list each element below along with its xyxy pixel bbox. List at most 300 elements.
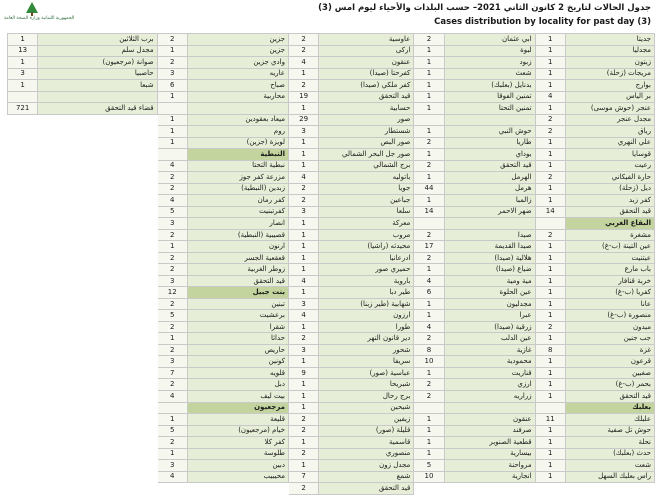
empty-cell	[8, 367, 38, 379]
case-count: 1	[535, 471, 565, 483]
empty-cell	[38, 195, 157, 207]
locality-name: انجارية	[444, 471, 535, 483]
case-count: 3	[157, 275, 187, 287]
locality-name: بدنايل (بعلبك)	[444, 80, 535, 92]
case-count: 1	[288, 103, 318, 115]
case-count: 1	[414, 414, 444, 426]
empty-cell	[8, 402, 38, 414]
locality-name: زيتون	[565, 57, 654, 69]
locality-name: صوانة (مرجعيون)	[38, 57, 157, 69]
case-count: 13	[8, 45, 38, 57]
locality-name: حدث (بعلبك)	[565, 448, 654, 460]
empty-cell	[38, 160, 157, 172]
table-row	[8, 367, 655, 379]
locality-name: بوداي	[444, 149, 535, 161]
case-count	[157, 103, 187, 115]
empty-cell	[535, 483, 565, 495]
locality-name: عنقون	[444, 414, 535, 426]
empty-cell	[8, 425, 38, 437]
locality-name	[444, 402, 535, 414]
case-count: 2	[157, 57, 187, 69]
locality-name: ارزون	[319, 310, 414, 322]
ministry-name: الجمهورية اللبنانية وزارة الصحة العامة	[4, 16, 75, 21]
empty-cell	[565, 483, 654, 495]
locality-name: عاوسية	[319, 34, 414, 46]
locality-name: مريجات (زحلة)	[565, 68, 654, 80]
case-count: 1	[535, 356, 565, 368]
case-count: 6	[414, 287, 444, 299]
locality-name	[444, 218, 535, 230]
case-count: 1	[157, 414, 187, 426]
case-count: 1	[535, 333, 565, 345]
district-header: البقاع الغربي	[565, 218, 654, 230]
case-count: 1	[535, 367, 565, 379]
locality-name: شيحين	[319, 402, 414, 414]
locality-name: محيدثه (راشيا)	[319, 241, 414, 253]
empty-cell	[38, 414, 157, 426]
locality-name: شعث	[444, 68, 535, 80]
case-count: 1	[288, 241, 318, 253]
empty-cell	[38, 379, 157, 391]
locality-name: محاربية	[187, 91, 288, 103]
locality-name: حارة الفيكاني	[565, 172, 654, 184]
empty-cell	[38, 149, 157, 161]
locality-name: طير دبا	[319, 287, 414, 299]
locality-name: مجدل زون	[319, 460, 414, 472]
case-count: 2	[414, 229, 444, 241]
locality-name: قضاء قيد التحقق	[38, 103, 157, 115]
case-count: 2	[288, 425, 318, 437]
case-count: 1	[535, 149, 565, 161]
locality-name: معركة	[319, 218, 414, 230]
locality-name: حسابية	[319, 103, 414, 115]
table-row	[8, 183, 655, 195]
empty-cell	[38, 172, 157, 184]
empty-cell	[38, 483, 157, 495]
empty-cell	[38, 460, 157, 472]
locality-name: محمودية	[444, 356, 535, 368]
locality-name: بوارج	[565, 80, 654, 92]
case-count: 3	[157, 218, 187, 230]
locality-name: شستطار	[319, 126, 414, 138]
report-title-arabic: جدول الحالات لتاريخ 2 كانون الثاني 2021– حسب البلدات والأحياء ليوم امس (3)	[318, 3, 651, 13]
table-row	[8, 45, 655, 57]
empty-cell	[444, 483, 535, 495]
empty-cell	[8, 448, 38, 460]
locality-name: علي النهري	[565, 137, 654, 149]
empty-cell	[8, 160, 38, 172]
case-count: 1	[414, 45, 444, 57]
empty-cell	[8, 344, 38, 356]
case-count: 1	[535, 137, 565, 149]
locality-name: كفر رمان	[187, 195, 288, 207]
empty-cell	[38, 275, 157, 287]
locality-name: حاصبيا	[38, 68, 157, 80]
case-count: 17	[414, 241, 444, 253]
locality-name: زرقية (صيدا)	[444, 321, 535, 333]
table-row	[8, 241, 655, 253]
case-count: 5	[414, 460, 444, 472]
locality-name: لويزة (جزين)	[187, 137, 288, 149]
locality-name: جويا	[319, 183, 414, 195]
case-count: 2	[288, 45, 318, 57]
empty-cell	[38, 425, 157, 437]
table-row	[8, 57, 655, 69]
case-count: 4	[288, 275, 318, 287]
case-count: 3	[157, 460, 187, 472]
table-row	[8, 252, 655, 264]
locality-name: صور البص	[319, 137, 414, 149]
case-count: 1	[414, 437, 444, 449]
empty-cell	[8, 471, 38, 483]
empty-cell	[38, 287, 157, 299]
case-count: 1	[414, 425, 444, 437]
locality-name: مرواحنة	[444, 460, 535, 472]
table-row	[8, 344, 655, 356]
case-count: 29	[288, 114, 318, 126]
locality-name: برعشيت	[187, 310, 288, 322]
locality-name: قيد التحقق	[565, 206, 654, 218]
empty-cell	[38, 114, 157, 126]
locality-name: مجدليون	[444, 298, 535, 310]
case-count: 2	[535, 229, 565, 241]
case-count: 2	[414, 390, 444, 402]
empty-cell	[8, 333, 38, 345]
case-count: 1	[157, 114, 187, 126]
case-count: 1	[535, 264, 565, 276]
case-count: 5	[157, 425, 187, 437]
case-count: 1	[8, 80, 38, 92]
locality-name: شهابية (طير زبنا)	[319, 298, 414, 310]
table-row	[8, 414, 655, 426]
ministry-logo	[4, 2, 75, 32]
locality-name: ميعاد بعقودين	[187, 114, 288, 126]
locality-name: مجدليا	[565, 45, 654, 57]
locality-name: كونين	[187, 356, 288, 368]
locality-name: قلويه	[187, 367, 288, 379]
case-count: 2	[288, 34, 318, 46]
empty-cell	[38, 448, 157, 460]
locality-name: نحلة	[565, 437, 654, 449]
case-count: 8	[535, 344, 565, 356]
case-count: 8	[414, 344, 444, 356]
case-count	[8, 91, 38, 103]
table-row	[8, 379, 655, 391]
locality-name: صغبين	[565, 367, 654, 379]
locality-name: سلعا	[319, 206, 414, 218]
locality-name: عين الدلب	[444, 333, 535, 345]
empty-cell	[38, 356, 157, 368]
empty-cell	[38, 183, 157, 195]
locality-name: زبود	[444, 57, 535, 69]
case-count: 10	[414, 471, 444, 483]
case-count: 1	[288, 437, 318, 449]
locality-name: عين التينة (ب-غ)	[565, 241, 654, 253]
case-count: 2	[288, 195, 318, 207]
locality-name: كفريا (ب-غ)	[565, 287, 654, 299]
locality-name: قليعة	[187, 414, 288, 426]
case-count: 12	[157, 287, 187, 299]
empty-cell	[38, 137, 157, 149]
case-count	[535, 402, 565, 414]
empty-cell	[38, 321, 157, 333]
locality-name: الهرمل	[444, 172, 535, 184]
locality-name: جزين	[187, 34, 288, 46]
case-count: 1	[535, 160, 565, 172]
table-row	[8, 448, 655, 460]
locality-name: باروية	[319, 275, 414, 287]
empty-cell	[38, 310, 157, 322]
locality-name: قناريت	[444, 367, 535, 379]
case-count: 1	[535, 379, 565, 391]
case-count: 1	[288, 379, 318, 391]
case-count: 1	[535, 80, 565, 92]
case-count: 1	[535, 252, 565, 264]
locality-name: شبعا	[38, 80, 157, 92]
case-count: 1	[535, 241, 565, 253]
empty-cell	[38, 390, 157, 402]
empty-cell	[38, 437, 157, 449]
district-header: بعلبك	[565, 402, 654, 414]
empty-cell	[38, 333, 157, 345]
case-count: 1	[414, 91, 444, 103]
case-count: 14	[414, 206, 444, 218]
case-count: 3	[288, 126, 318, 138]
case-count: 3	[288, 298, 318, 310]
locality-name	[38, 91, 157, 103]
empty-cell	[38, 344, 157, 356]
locality-name: راس بعلبك السهل	[565, 471, 654, 483]
locality-name: زوطر الغربية	[187, 264, 288, 276]
empty-cell	[8, 252, 38, 264]
locality-name: قيد التحقق	[187, 275, 288, 287]
case-count: 2	[157, 252, 187, 264]
empty-cell	[38, 206, 157, 218]
district-header: النبطية	[187, 149, 288, 161]
empty-cell	[8, 241, 38, 253]
locality-name: كفر كلا	[187, 437, 288, 449]
case-count: 1	[414, 149, 444, 161]
locality-name: بيسارية	[444, 448, 535, 460]
locality-name: باب مارع	[565, 264, 654, 276]
locality-name: طلوسة	[187, 448, 288, 460]
empty-cell	[8, 114, 38, 126]
case-count: 1	[414, 195, 444, 207]
locality-name: عبرا	[444, 310, 535, 322]
case-count: 1	[288, 149, 318, 161]
empty-cell	[8, 183, 38, 195]
locality-name: ديل (زحلة)	[565, 183, 654, 195]
table-row	[8, 80, 655, 92]
locality-name: كفر ملكي (صيدا)	[319, 80, 414, 92]
locality-name: صور جل البحر الشمالي	[319, 149, 414, 161]
case-count: 1	[157, 448, 187, 460]
case-count: 2	[157, 172, 187, 184]
empty-cell	[8, 390, 38, 402]
case-count: 2	[157, 437, 187, 449]
case-count: 1	[288, 229, 318, 241]
locality-name: صيدا	[444, 229, 535, 241]
locality-name: قطعية الصنوبر	[444, 437, 535, 449]
empty-cell	[38, 367, 157, 379]
table-row	[8, 34, 655, 46]
locality-name: تمنين التحتا	[444, 103, 535, 115]
locality-name: شمع	[319, 471, 414, 483]
locality-name: وادي جزين	[187, 57, 288, 69]
cedar-icon	[24, 2, 40, 16]
table-row	[8, 390, 655, 402]
case-count: 4	[288, 310, 318, 322]
locality-name: عاريه	[187, 68, 288, 80]
table-row	[8, 195, 655, 207]
case-count: 2	[414, 34, 444, 46]
district-header: مرجعيون	[187, 402, 288, 414]
case-count: 1	[157, 241, 187, 253]
case-count: 1	[414, 298, 444, 310]
table-row	[8, 437, 655, 449]
empty-cell	[8, 275, 38, 287]
locality-name: دبين	[187, 460, 288, 472]
empty-cell	[38, 471, 157, 483]
case-count: 4	[414, 321, 444, 333]
locality-name: عيتنيت	[565, 252, 654, 264]
locality-name: حوش النبي	[444, 126, 535, 138]
case-count: 1	[535, 195, 565, 207]
case-count: 2	[157, 229, 187, 241]
case-count: 6	[157, 80, 187, 92]
locality-name: طاريا	[444, 137, 535, 149]
locality-name: حداثا	[187, 333, 288, 345]
locality-name: زيفين	[319, 414, 414, 426]
empty-cell	[8, 287, 38, 299]
empty-cell	[8, 321, 38, 333]
case-count: 1	[535, 34, 565, 46]
case-count: 5	[157, 310, 187, 322]
case-count: 2	[414, 333, 444, 345]
empty-cell	[157, 483, 187, 495]
table-row	[8, 471, 655, 483]
locality-name: تمنين الفوقا	[444, 91, 535, 103]
case-count: 1	[288, 68, 318, 80]
case-count: 4	[157, 471, 187, 483]
case-count: 1	[288, 460, 318, 472]
locality-name: صرفند	[444, 425, 535, 437]
locality-name: خربة قنافار	[565, 275, 654, 287]
case-count: 1	[535, 275, 565, 287]
locality-name: حوش تل صفية	[565, 425, 654, 437]
empty-cell	[8, 149, 38, 161]
table-row	[8, 321, 655, 333]
case-count: 1	[535, 57, 565, 69]
table-row	[8, 68, 655, 80]
case-count: 2	[535, 126, 565, 138]
locality-name: هلالية (صيدا)	[444, 252, 535, 264]
locality-name: باتوليه	[319, 172, 414, 184]
case-count	[414, 114, 444, 126]
locality-name: ابي عثمان	[444, 34, 535, 46]
locality-name: ميدون	[565, 321, 654, 333]
locality-name: عنقون	[319, 57, 414, 69]
locality-name: تبنين	[187, 298, 288, 310]
case-count: 1	[535, 310, 565, 322]
table-row	[8, 172, 655, 184]
empty-cell	[38, 252, 157, 264]
locality-name: جباعين	[319, 195, 414, 207]
locality-name: برج رحال	[319, 390, 414, 402]
empty-cell	[8, 414, 38, 426]
locality-name: شحور	[319, 344, 414, 356]
table-row	[8, 298, 655, 310]
case-count: 2	[414, 137, 444, 149]
case-count: 1	[288, 321, 318, 333]
case-count: 1	[157, 126, 187, 138]
locality-name: روم	[187, 126, 288, 138]
case-count: 1	[414, 264, 444, 276]
case-count: 4	[288, 172, 318, 184]
locality-name: زراريه	[444, 390, 535, 402]
locality-name: علبلك	[565, 414, 654, 426]
table-row	[8, 218, 655, 230]
case-count: 5	[157, 206, 187, 218]
case-count: 1	[288, 390, 318, 402]
empty-cell	[38, 218, 157, 230]
locality-name: منصوري	[319, 448, 414, 460]
locality-name: شبريحا	[319, 379, 414, 391]
empty-cell	[38, 264, 157, 276]
locality-name: انصار	[187, 218, 288, 230]
empty-cell	[8, 310, 38, 322]
case-count: 1	[414, 57, 444, 69]
case-count: 2	[157, 379, 187, 391]
case-count: 7	[288, 471, 318, 483]
empty-cell	[8, 229, 38, 241]
case-count: 4	[157, 160, 187, 172]
case-count: 1	[535, 45, 565, 57]
case-count: 1	[535, 425, 565, 437]
table-row	[8, 91, 655, 103]
locality-name: عانا	[565, 298, 654, 310]
case-count: 4	[157, 195, 187, 207]
case-count: 2	[157, 298, 187, 310]
empty-cell	[38, 298, 157, 310]
case-count: 2	[288, 483, 318, 495]
locality-name: جديتا	[565, 34, 654, 46]
locality-name: ضياع (صيدا)	[444, 264, 535, 276]
empty-cell	[8, 172, 38, 184]
case-count: 4	[414, 275, 444, 287]
locality-name: خيام (مرجعيون)	[187, 425, 288, 437]
locality-name: لبوة	[444, 45, 535, 57]
locality-name: رياق	[565, 126, 654, 138]
locality-name: ادرعانيا	[319, 252, 414, 264]
locality-name: قرعون	[565, 356, 654, 368]
case-count	[157, 402, 187, 414]
case-count: 1	[535, 68, 565, 80]
case-count: 1	[288, 252, 318, 264]
table-row	[8, 103, 655, 115]
table-row	[8, 425, 655, 437]
table-row	[8, 287, 655, 299]
empty-cell	[38, 241, 157, 253]
case-count: 1	[535, 287, 565, 299]
empty-cell	[8, 195, 38, 207]
locality-name: صور	[319, 114, 414, 126]
locality-name: عين الحلوة	[444, 287, 535, 299]
empty-cell	[8, 298, 38, 310]
case-count: 1	[535, 448, 565, 460]
case-count: 4	[157, 390, 187, 402]
empty-cell	[38, 126, 157, 138]
